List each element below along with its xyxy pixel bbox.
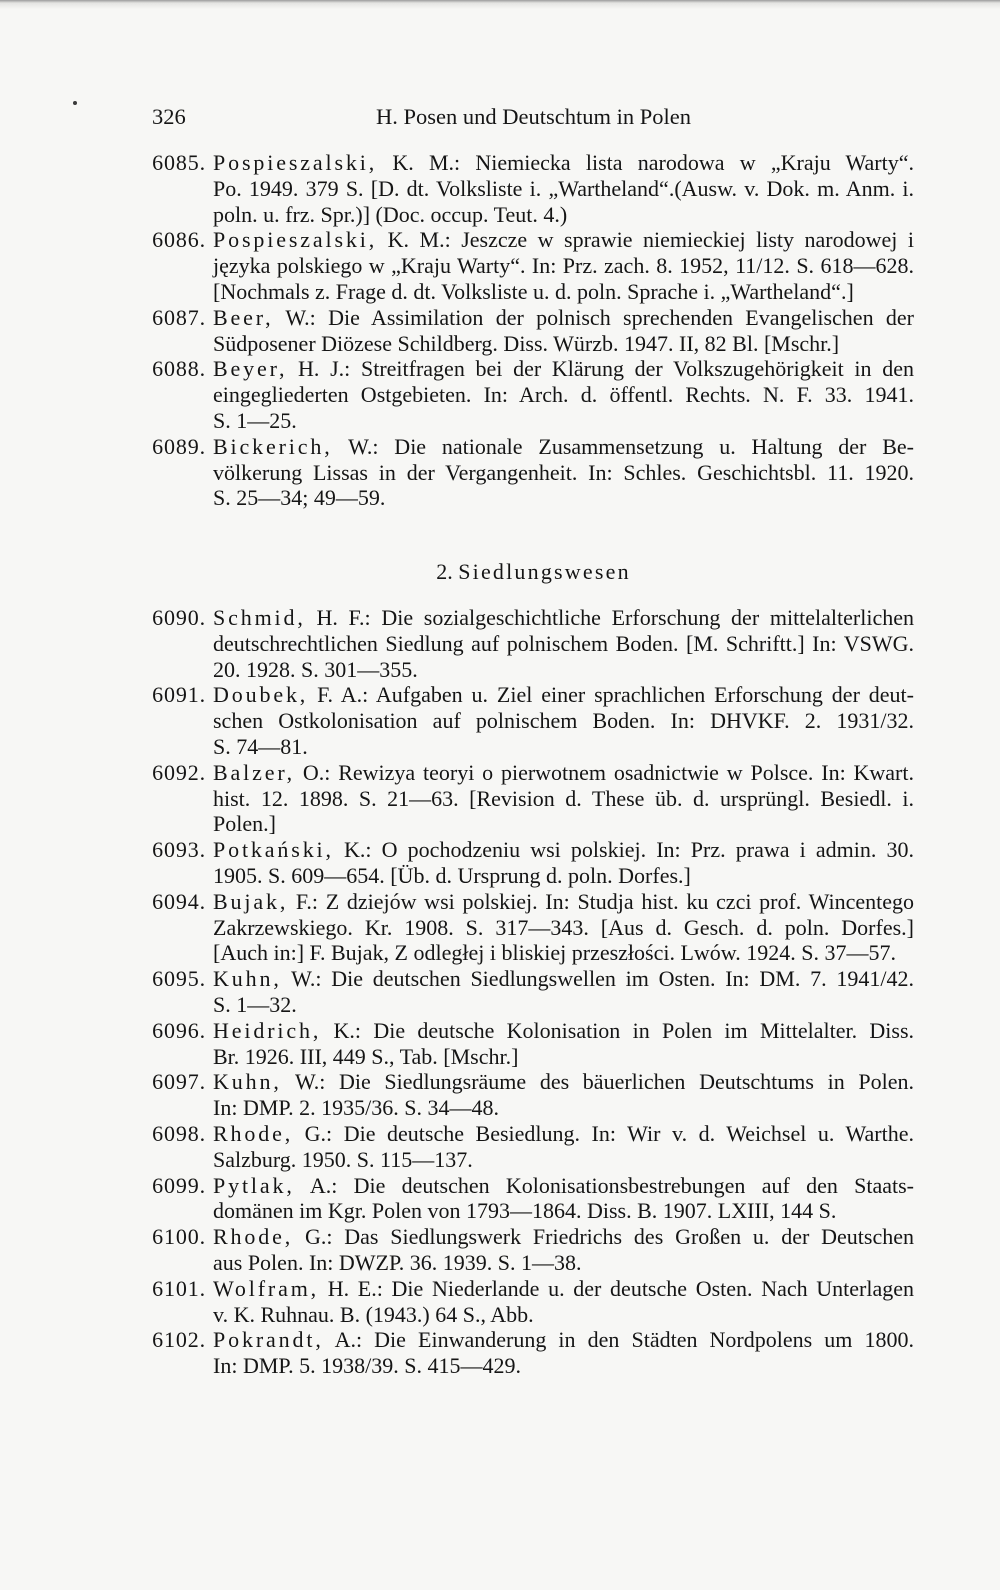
- entry-author: Balzer,: [213, 759, 296, 785]
- bibliography-entry: [152, 356, 915, 433]
- entry-author: Heidrich,: [213, 1017, 322, 1043]
- entry-line: S. 25—34; 49—59.: [213, 485, 386, 511]
- entry-line: [213, 760, 914, 786]
- entry-line-text: K.: O pochodzeniu wsi polskiej. In: Prz. prawa i admin. 30.: [344, 837, 914, 863]
- entry-number: 6092.: [152, 759, 206, 785]
- bibliography-entry: [152, 1069, 915, 1121]
- bibliography-entry: [152, 227, 915, 304]
- entry-line: S. 1—32.: [213, 991, 297, 1017]
- entry-line: schen Ostkolonisation auf polnischem Boden. In: DHVKF. 2. 1931/32.: [213, 708, 914, 734]
- entry-line-text: K.: Die deutsche Kolonisation in Polen im Mittelalter. Diss.: [333, 1017, 914, 1043]
- entry-text: [213, 1069, 914, 1121]
- bibliography-entry: [152, 1018, 915, 1070]
- entry-line: [213, 837, 914, 863]
- entry-number: 6093.: [152, 837, 206, 863]
- running-header: [152, 104, 915, 130]
- entry-line: [213, 682, 914, 708]
- entry-number: 6102.: [152, 1327, 206, 1353]
- bibliography-entry: [152, 1121, 915, 1173]
- entry-text: [213, 1224, 914, 1276]
- page-number: 326: [152, 104, 186, 129]
- bibliography-entry: [152, 305, 915, 357]
- entry-line: Br. 1926. III, 449 S., Tab. [Mschr.]: [213, 1043, 519, 1069]
- entry-line-text: F.: Z dziejów wsi polskiej. In: Studja hist. ku czci prof. Wincentego: [295, 888, 915, 914]
- entry-text: [213, 1018, 914, 1070]
- entry-line-text: K. M.: Jeszcze w sprawie niemieckiej listy narodowej i: [387, 227, 914, 253]
- entry-text: [213, 1327, 914, 1379]
- entry-line-text: G.: Das Siedlungswerk Friedrichs des Großen u. der Deutschen: [304, 1224, 914, 1250]
- entry-line: [Auch in:] F. Bujak, Z odległej i bliskiej przeszłości. Lwów. 1924. S. 37—57.: [213, 940, 896, 966]
- entry-line: [213, 356, 914, 382]
- entry-number: 6096.: [152, 1017, 206, 1043]
- entry-number: 6089.: [152, 433, 206, 459]
- entry-line-text: W.: Die deutschen Siedlungswellen im Osten. In: DM. 7. 1941/42.: [291, 966, 914, 992]
- entry-line: [213, 1276, 914, 1302]
- entry-line-text: H. E.: Die Niederlande u. der deutsche Osten. Nach Unterlagen: [327, 1275, 915, 1301]
- entry-line: [213, 305, 914, 331]
- entry-author: Beyer,: [213, 356, 288, 382]
- entry-line-text: H. J.: Streitfragen bei der Klärung der Volkszugehörigkeit in den: [298, 356, 915, 382]
- entry-line: Po. 1949. 379 S. [D. dt. Volksliste i. „Wartheland“.(Ausw. v. Dok. m. Anm. i.: [213, 175, 914, 201]
- entry-author: Wolfram,: [213, 1275, 320, 1301]
- entry-author: Beer,: [213, 304, 274, 330]
- entry-line: S. 1—25.: [213, 407, 297, 433]
- bibliography-entry: [152, 1173, 915, 1225]
- entry-text: [213, 356, 914, 433]
- bibliography-entry: [152, 605, 915, 682]
- entry-list: [152, 605, 915, 1379]
- entry-text: [213, 1173, 914, 1225]
- entry-line-text: A.: Die deutschen Kolonisationsbestrebungen auf den Staats-: [309, 1172, 914, 1198]
- entry-text: [213, 605, 914, 682]
- entry-line: [213, 1173, 914, 1199]
- entry-author: Kuhn,: [213, 966, 282, 992]
- entry-line-text: H. F.: Die sozialgeschichtliche Erforschung der mittelalterlichen: [316, 605, 915, 630]
- entry-line: [213, 434, 914, 460]
- entry-line: [213, 1224, 914, 1250]
- entry-line: Salzburg. 1950. S. 115—137.: [213, 1146, 473, 1172]
- entry-line: [213, 966, 914, 992]
- entry-author: Kuhn,: [213, 1069, 282, 1095]
- entry-line: [Nochmals z. Frage d. dt. Volksliste u. d. poln. Sprache i. „Wartheland“.]: [213, 278, 854, 304]
- entry-author: Bickerich,: [213, 433, 333, 459]
- entry-author: Pospieszalski,: [213, 227, 378, 253]
- entry-text: [213, 1121, 914, 1173]
- entry-author: Pokrandt,: [213, 1327, 324, 1353]
- entry-line: völkerung Lissas in der Vergangenheit. In: Schles. Geschichtsbl. 11. 1920.: [213, 459, 914, 485]
- section-title: Siedlungswesen: [458, 559, 631, 584]
- entry-line: 20. 1928. S. 301—355.: [213, 656, 418, 682]
- bibliography-entry: [152, 1276, 915, 1328]
- entry-line: [213, 150, 914, 176]
- entry-line: Polen.]: [213, 811, 276, 837]
- entry-line-text: K. M.: Niemiecka lista narodowa w „Kraju Warty“.: [392, 150, 914, 175]
- entry-line: 1905. S. 609—654. [Üb. d. Ursprung d. poln. Dorfes.]: [213, 862, 691, 888]
- entry-number: 6090.: [152, 605, 206, 630]
- entry-line: [213, 227, 914, 253]
- bibliography-entry: [152, 966, 915, 1018]
- entry-line: Zakrzewskiego. Kr. 1908. S. 317—343. [Aus d. Gesch. d. poln. Dorfes.]: [213, 914, 914, 940]
- entry-line: aus Polen. In: DWZP. 36. 1939. S. 1—38.: [213, 1249, 582, 1275]
- entry-line-text: W.: Die Assimilation der polnisch sprechenden Evangelischen der: [285, 304, 914, 330]
- entry-line: S. 74—81.: [213, 733, 308, 759]
- entry-author: Schmid,: [213, 605, 306, 630]
- entry-line-text: W.: Die nationale Zusammensetzung u. Haltung der Be-: [348, 433, 914, 459]
- entry-number: 6100.: [152, 1224, 206, 1250]
- entry-line: domänen im Kgr. Polen von 1793—1864. Diss. B. 1907. LXIII, 144 S.: [213, 1198, 837, 1224]
- entry-number: 6088.: [152, 356, 206, 382]
- entry-line: eingegliederten Ostgebieten. In: Arch. d. öffentl. Rechts. N. F. 33. 1941.: [213, 382, 914, 408]
- entry-line: [213, 1327, 914, 1353]
- bibliography-entry: [152, 760, 915, 837]
- entry-number: 6099.: [152, 1172, 206, 1198]
- entry-line: hist. 12. 1898. S. 21—63. [Revision d. These üb. d. ursprüngl. Besiedl. i.: [213, 785, 914, 811]
- entry-number: 6098.: [152, 1120, 206, 1146]
- entry-number: 6086.: [152, 227, 206, 253]
- entry-line: Südposener Diözese Schildberg. Diss. Würzb. 1947. II, 82 Bl. [Mschr.]: [213, 330, 840, 356]
- section-number: 2.: [436, 559, 453, 584]
- entry-author: Bujak,: [213, 888, 289, 914]
- entry-line-text: F. A.: Aufgaben u. Ziel einer sprachlichen Erforschung der deut-: [317, 682, 914, 708]
- entry-author: Rhode,: [213, 1120, 294, 1146]
- entry-line: [213, 889, 914, 915]
- entry-text: [213, 305, 914, 357]
- entry-number: 6085.: [152, 150, 206, 175]
- bibliography-entry: [152, 889, 915, 966]
- entry-text: [213, 150, 914, 227]
- entry-text: [213, 227, 914, 304]
- entry-line: [213, 605, 914, 631]
- entry-text: [213, 760, 914, 837]
- bibliography-entry: [152, 434, 915, 511]
- entry-number: 6095.: [152, 966, 206, 992]
- entry-list: [152, 150, 915, 511]
- entry-line: poln. u. frz. Spr.)] (Doc. occup. Teut. 4.): [213, 201, 568, 227]
- entry-number: 6097.: [152, 1069, 206, 1095]
- entry-text: [213, 889, 914, 966]
- entry-line: [213, 1069, 914, 1095]
- section-heading: [152, 559, 915, 585]
- bibliography-entry: [152, 1327, 915, 1379]
- entry-line: In: DMP. 5. 1938/39. S. 415—429.: [213, 1353, 522, 1379]
- entry-text: [213, 434, 914, 511]
- entry-line: deutschrechtlichen Siedlung auf polnischem Boden. [M. Schriftt.] In: VSWG.: [213, 630, 914, 656]
- entry-number: 6091.: [152, 682, 206, 708]
- bibliography-entry: [152, 837, 915, 889]
- entry-line: [213, 1018, 914, 1044]
- entry-number: 6094.: [152, 888, 206, 914]
- entry-author: Pytlak,: [213, 1172, 295, 1198]
- entry-line-text: G.: Die deutsche Besiedlung. In: Wir v. d. Weichsel u. Warthe.: [304, 1120, 914, 1146]
- scan-speck: [73, 101, 77, 105]
- entry-author: Rhode,: [213, 1224, 294, 1250]
- entry-number: 6101.: [152, 1275, 206, 1301]
- entry-line: In: DMP. 2. 1935/36. S. 34—48.: [213, 1095, 500, 1121]
- bibliography-entry: [152, 150, 915, 227]
- entry-number: 6087.: [152, 304, 206, 330]
- entry-line-text: A.: Die Einwanderung in den Städten Nordpolens um 1800.: [334, 1327, 914, 1353]
- entry-line: języka polskiego w „Kraju Warty“. In: Prz. zach. 8. 1952, 11/12. S. 618—628.: [213, 253, 914, 279]
- entry-author: Doubek,: [213, 682, 309, 708]
- entry-line: v. K. Ruhnau. B. (1943.) 64 S., Abb.: [213, 1301, 534, 1327]
- entry-text: [213, 682, 914, 759]
- entry-author: Potkański,: [213, 837, 334, 863]
- running-head-title: H. Posen und Deutschtum in Polen: [376, 104, 691, 129]
- bibliography-entry: [152, 1224, 915, 1276]
- entry-text: [213, 837, 914, 889]
- entry-line: [213, 1121, 914, 1147]
- entry-author: Pospieszalski,: [213, 150, 378, 175]
- bibliography-entry: [152, 682, 915, 759]
- entry-text: [213, 1276, 914, 1328]
- entry-line-text: W.: Die Siedlungsräume des bäuerlichen Deutschtums in Polen.: [294, 1069, 914, 1095]
- entry-line-text: O.: Rewizya teoryi o pierwotnem osadnictwie w Polsce. In: Kwart.: [302, 759, 915, 785]
- entry-text: [213, 966, 914, 1018]
